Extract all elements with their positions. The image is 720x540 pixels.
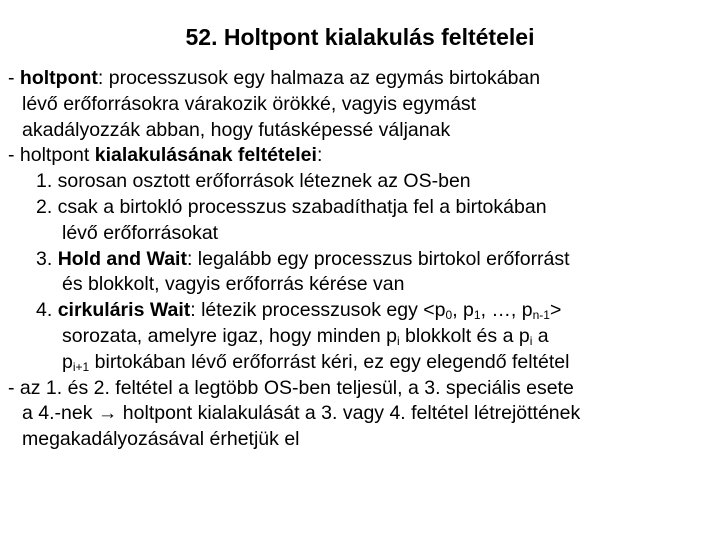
item-4-text-d: > xyxy=(549,299,562,322)
item-4-text-c: , …, p xyxy=(480,299,533,322)
condition-item-4-line-1 xyxy=(36,298,561,324)
dash: - xyxy=(8,67,20,89)
conditions-heading xyxy=(8,143,322,169)
item-3-number: 3. xyxy=(36,247,58,270)
condition-item-3-line-1 xyxy=(36,247,570,273)
subscript: i+1 xyxy=(72,359,90,374)
item-4-line-3-text-a: p xyxy=(62,350,73,373)
definition-text: : processzusok egy halmaza az egymás birtokában xyxy=(97,67,541,89)
item-4-line-2-text-b: blokkolt és a p xyxy=(399,325,530,347)
condition-item-1: 1. sorosan osztott erőforrások léteznek az OS-ben xyxy=(36,170,471,193)
conditions-bold: kialakulásának feltételei xyxy=(94,144,317,167)
item-4-line-2-text-a: sorozata, amelyre igaz, hogy minden p xyxy=(62,325,397,347)
subscript: 1 xyxy=(473,308,481,323)
condition-item-4-line-2 xyxy=(62,324,549,350)
definition-line-1 xyxy=(8,66,540,92)
subscript: 0 xyxy=(445,308,453,323)
subscript: n-1 xyxy=(532,308,550,323)
condition-item-2-line-2: lévő erőforrásokat xyxy=(62,221,219,244)
item-4-bold: cirkuláris Wait xyxy=(57,299,191,322)
summary-line-1: - az 1. és 2. feltétel a legtöbb OS-ben teljesül, a 3. speciális esete xyxy=(8,376,574,399)
item-4-text-a: : létezik processzusok egy <p xyxy=(190,299,446,322)
item-3-text: : legalább egy processzus birtokol erőforrást xyxy=(186,247,570,270)
condition-item-3-line-2: és blokkolt, vagyis erőforrás kérése van xyxy=(62,273,405,296)
conditions-prefix: - holtpont xyxy=(8,144,95,167)
item-4-text-b: , p xyxy=(452,299,474,322)
item-4-line-2-text-c: a xyxy=(532,325,549,347)
conditions-suffix: : xyxy=(316,144,323,167)
item-4-line-3-text-b: birtokában lévő erőforrást kéri, ez egy elegendő feltétel xyxy=(89,350,570,373)
term-holtpont: holtpont xyxy=(19,67,98,89)
item-3-bold: Hold and Wait xyxy=(57,247,187,270)
definition-line-2: lévő erőforrásokra várakozik örökké, vagyis egymást xyxy=(22,92,477,115)
definition-line-3: akadályozzák abban, hogy futásképessé váljanak xyxy=(22,118,451,141)
summary-line-2: a 4.-nek → holtpont kialakulását a 3. vagy 4. feltétel létrejöttének xyxy=(22,402,581,425)
slide-title: 52. Holtpont kialakulás feltételei xyxy=(185,24,535,50)
item-4-number: 4. xyxy=(36,299,58,322)
summary-line-3: megakadályozásával érhetjük el xyxy=(22,428,300,451)
subscript: i xyxy=(529,334,533,348)
condition-item-2-line-1: 2. csak a birtokló processzus szabadíthatja fel a birtokában xyxy=(36,196,547,218)
condition-item-4-line-3 xyxy=(62,350,569,376)
subscript: i xyxy=(396,334,400,348)
